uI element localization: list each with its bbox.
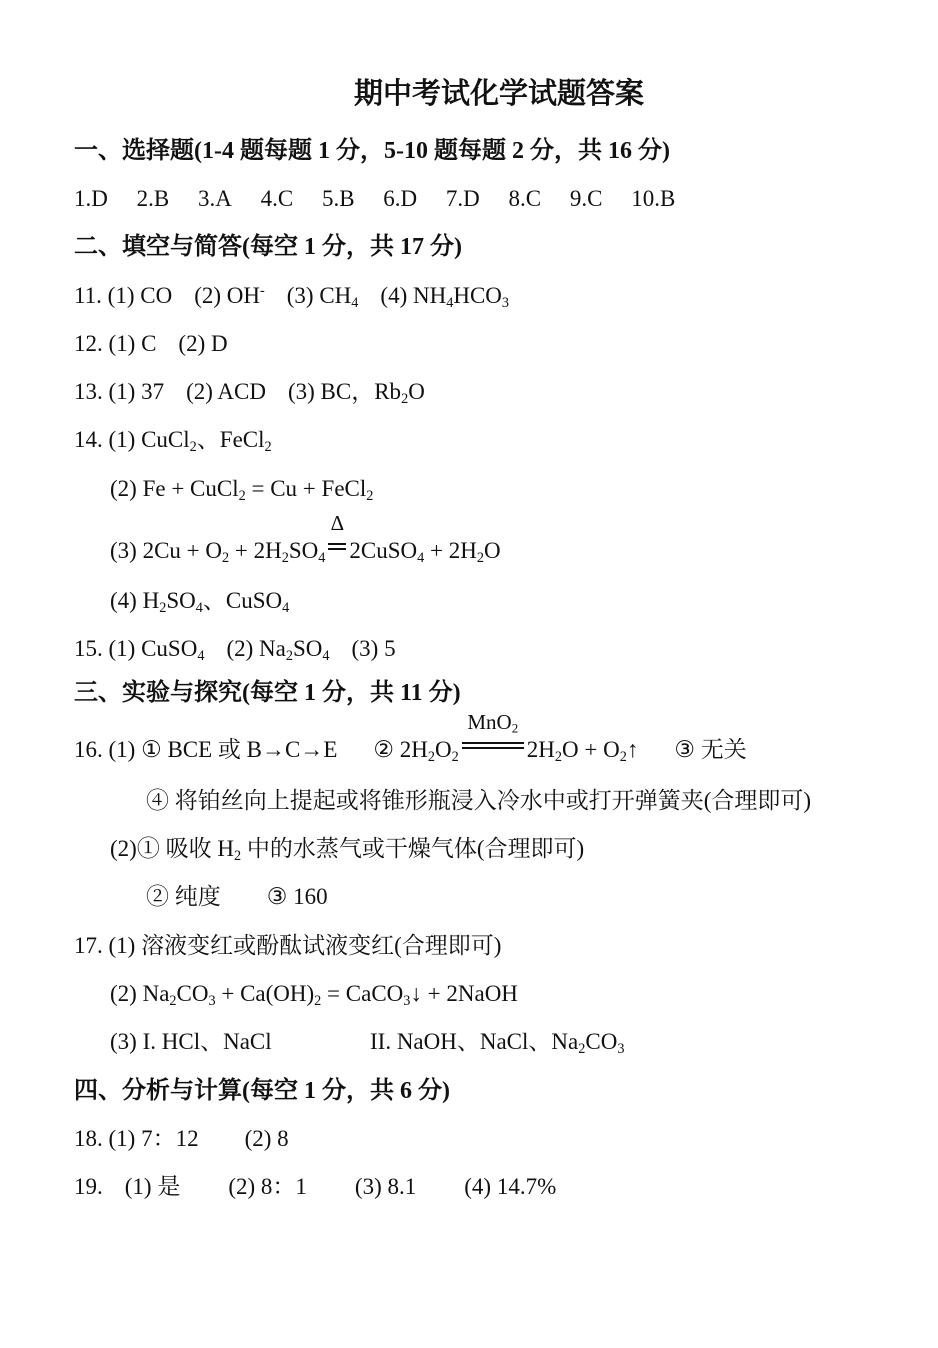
answer-11 — [74, 281, 509, 311]
answer-17-3 — [110, 1027, 272, 1057]
part-label: (3) — [287, 379, 315, 404]
answer-text: Na — [259, 636, 286, 661]
subscript: 2 — [476, 549, 484, 566]
answer-14-4 — [110, 586, 289, 616]
subscript: 4 — [417, 549, 425, 566]
answer-14-3 — [110, 511, 501, 566]
answer-text: C — [141, 331, 157, 356]
question-number: 16. — [74, 737, 103, 762]
answer-18 — [74, 1124, 289, 1154]
answer-text: CO — [585, 1029, 618, 1054]
equation-text: O — [435, 737, 452, 762]
part-label: (4) — [464, 1174, 492, 1199]
heat-symbol: Δ — [330, 511, 345, 535]
answer-19 — [74, 1172, 556, 1202]
subscript: 2 — [427, 748, 436, 765]
equation-text: CO — [176, 981, 209, 1006]
part-label: (4) — [380, 283, 408, 308]
section-3-header: 三、实验与探究(每空 1 分，共 11 分) — [74, 680, 461, 706]
part-label: (2) — [226, 636, 254, 661]
subscript: 4 — [318, 549, 326, 566]
answer-text: 14.7% — [496, 1174, 557, 1199]
mc-answer-2: 2.B — [136, 186, 170, 211]
answer-16-1 — [74, 710, 747, 765]
mc-answer-5: 5.B — [321, 186, 355, 211]
answer-text: 8.1 — [387, 1174, 417, 1199]
answer-17-1 — [74, 931, 501, 961]
equation-text: 2Cu + O — [142, 538, 222, 563]
subscript: 2 — [619, 748, 627, 765]
double-equals — [328, 543, 346, 550]
answer-text: H — [142, 588, 160, 613]
equation-text: Fe + CuCl — [142, 476, 239, 501]
gas-arrow: ↑ — [626, 737, 639, 762]
answer-text: HCO — [453, 283, 502, 308]
answer-text: I. HCl、NaCl — [142, 1029, 272, 1054]
answer-14-1 — [74, 425, 272, 455]
answer-text: 5 — [384, 636, 396, 661]
subscript: 2 — [366, 487, 374, 504]
question-number: 15. — [74, 636, 103, 661]
heat-condition-sign — [328, 511, 346, 566]
part-label: (3) — [351, 636, 379, 661]
answer-text: ③ 160 — [266, 884, 328, 909]
subscript: 2 — [238, 487, 246, 504]
subscript: 2 — [159, 599, 167, 616]
answer-text: 、FeCl — [196, 427, 265, 452]
subscript: 2 — [401, 390, 409, 407]
equation-text: + 2H — [229, 538, 282, 563]
answer-text: CH — [319, 283, 352, 308]
catalyst-label — [462, 710, 524, 736]
subscript: 3 — [617, 1040, 625, 1057]
answer-13 — [74, 377, 425, 407]
answer-text: BC，Rb — [320, 379, 402, 404]
equation-text: + Ca(OH) — [215, 981, 315, 1006]
catalyst-condition-sign — [462, 710, 524, 765]
answer-text: ② 纯度 — [146, 884, 221, 909]
part-label: (2) — [110, 476, 137, 501]
subscript: 2 — [189, 438, 197, 455]
part-label: (4) — [110, 588, 137, 613]
answer-text: II. NaOH、NaCl、Na — [370, 1029, 579, 1054]
equation-text: O — [562, 737, 579, 762]
part-label: (1) — [108, 737, 136, 762]
answer-text: D — [211, 331, 228, 356]
page-title: 期中考试化学试题答案 — [353, 78, 644, 110]
answer-text: OH — [226, 283, 260, 308]
mc-answer-7: 7.D — [445, 186, 480, 211]
answer-text: ① 吸收 H — [136, 836, 234, 861]
subscript: 2 — [222, 549, 230, 566]
answer-text: CuCl — [141, 427, 190, 452]
part-label: (2) — [178, 331, 206, 356]
answer-text: ACD — [217, 379, 266, 404]
subscript: 4 — [282, 599, 290, 616]
mc-answer-6: 6.D — [383, 186, 418, 211]
part-label: (1) — [108, 379, 136, 404]
answer-text: SO — [166, 588, 196, 613]
subscript: 4 — [446, 294, 454, 311]
answer-16-2 — [110, 834, 584, 864]
part-label: (2) — [228, 1174, 256, 1199]
subscript: 2 — [233, 847, 242, 864]
part-label: (3) — [110, 538, 137, 563]
answer-text: 中的水蒸气或干燥气体(合理即可) — [241, 836, 585, 861]
question-number: 13. — [74, 379, 103, 404]
answer-14-2 — [110, 474, 373, 504]
part-label: (1) — [108, 331, 136, 356]
part-label: (2) — [244, 1126, 272, 1151]
part-label: (3) — [110, 1029, 137, 1054]
section-1-header: 一、选择题(1-4 题每题 1 分，5-10 题每题 2 分，共 16 分) — [74, 138, 670, 164]
answer-16-2-cont — [146, 882, 328, 912]
equation-text: + O — [578, 737, 620, 762]
mc-answers-row — [74, 184, 675, 214]
section-2-header: 二、填空与简答(每空 1 分，共 17 分) — [74, 234, 462, 260]
subscript: 2 — [314, 992, 322, 1009]
answer-text: 8：1 — [260, 1174, 307, 1199]
part-label: (1) — [108, 933, 136, 958]
charge-superscript: - — [260, 283, 265, 300]
subscript: 3 — [501, 294, 510, 311]
subscript: 4 — [322, 647, 330, 664]
answer-17-3-ii — [370, 1027, 624, 1057]
answer-text: CuSO — [141, 636, 198, 661]
answer-text: 37 — [141, 379, 165, 404]
answer-text: 7：12 — [141, 1126, 199, 1151]
subscript: 4 — [197, 647, 205, 664]
part-label: (1) — [108, 427, 136, 452]
question-number: 18. — [74, 1126, 103, 1151]
part-label: (1) — [107, 283, 135, 308]
subscript: 2 — [451, 748, 459, 765]
mc-answer-3: 3.A — [197, 186, 232, 211]
equation-text: = CaCO — [321, 981, 404, 1006]
catalyst-formula: MnO — [467, 710, 512, 734]
part-label: (2) — [110, 981, 137, 1006]
answer-17-2 — [110, 979, 518, 1009]
subscript: 2 — [511, 720, 519, 736]
subscript: 3 — [403, 992, 411, 1009]
question-number: 11. — [74, 283, 102, 308]
subscript: 2 — [169, 992, 177, 1009]
part-label: (2) — [194, 283, 222, 308]
part-label: (1) — [124, 1174, 152, 1199]
double-equals — [462, 742, 524, 749]
equation-text: Na — [142, 981, 170, 1006]
subscript: 2 — [264, 438, 272, 455]
answer-text: SO — [292, 636, 323, 661]
mc-answer-4: 4.C — [260, 186, 294, 211]
equation-text: ② 2H — [373, 737, 428, 762]
answer-text: O — [408, 379, 425, 404]
part-label: (2) — [186, 379, 213, 404]
answer-text: ③ 无关 — [674, 737, 747, 762]
answer-text: CO — [140, 283, 173, 308]
question-number: 17. — [74, 933, 103, 958]
part-label: (1) — [108, 1126, 136, 1151]
answer-text: 8 — [277, 1126, 289, 1151]
equation-text: O — [483, 538, 501, 563]
question-number: 19. — [74, 1174, 103, 1199]
part-label: (3) — [354, 1174, 382, 1199]
equation-text: + 2H — [424, 538, 477, 563]
subscript: 2 — [281, 549, 289, 566]
equation-text: SO — [288, 538, 319, 563]
subscript: 2 — [285, 647, 293, 664]
equation-text: 2H — [526, 737, 555, 762]
section-4-header: 四、分析与计算(每空 1 分，共 6 分) — [74, 1078, 450, 1104]
answer-text: 溶液变红或酚酞试液变红(合理即可) — [141, 933, 502, 958]
mc-answer-8: 8.C — [508, 186, 542, 211]
subscript: 4 — [351, 294, 359, 311]
equation-text: ↓ + 2NaOH — [410, 981, 518, 1006]
answer-15 — [74, 634, 396, 664]
mc-answer-9: 9.C — [569, 186, 603, 211]
equation-text: 2CuSO — [349, 538, 418, 563]
answer-text: 、CuSO — [202, 588, 283, 613]
subscript: 2 — [554, 748, 563, 765]
mc-answer-10: 10.B — [631, 186, 676, 211]
answer-text: NH — [412, 283, 447, 308]
mc-answer-1: 1.D — [74, 186, 108, 211]
question-number: 14. — [74, 427, 103, 452]
subscript: 3 — [208, 992, 216, 1009]
answer-text: 是 — [157, 1174, 181, 1199]
question-number: 12. — [74, 331, 103, 356]
equation-text: = Cu + FeCl — [245, 476, 367, 501]
subscript: 4 — [195, 599, 203, 616]
part-label: (3) — [286, 283, 314, 308]
answer-12 — [74, 329, 228, 359]
part-label: (2) — [110, 836, 137, 861]
answer-16-1-4: ④ 将铂丝向上提起或将锥形瓶浸入冷水中或打开弹簧夹(合理即可) — [146, 788, 812, 813]
part-label: (1) — [108, 636, 136, 661]
subscript: 2 — [578, 1040, 586, 1057]
answer-text: ① BCE 或 B→C→E — [141, 737, 338, 762]
